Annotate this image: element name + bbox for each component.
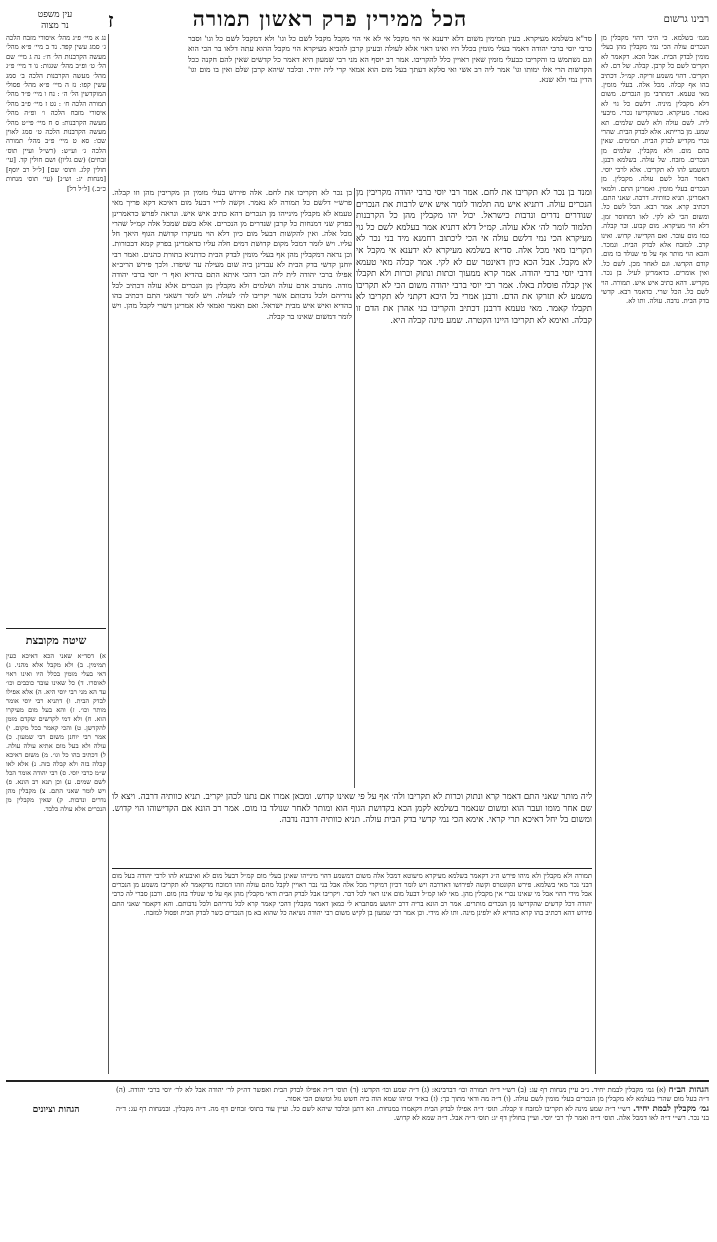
header-rabbeinu-gershom: רבינו גרשום bbox=[663, 14, 709, 25]
gemara-tail-text: ליה מותר שאני התם דאמר קרא ונתוק וכרות לא תקריבו ולה׳ אף על פי שאינו קדוש. ומכאן אמרו אם נתנו לכהן יקריב. תניא כוותיה דרבה. ויצא לו שם אחר מומו ועבר הוא ומשום שנאמר בשלמא לקמן הכא בקדושת הגוף הוא ומותר לאחר שנולד בו מום. אמר רב הונא אם הקדישוהו הוי קדוש. ומשום בל יחל דאיכא תרי קראי. אימא הכי נמי קדשי בדק הבית עולה. תניא כוותיה דרבה נדבה. bbox=[112, 792, 592, 826]
shita-mekubetzet-column bbox=[6, 652, 106, 1070]
rashi-top-block bbox=[188, 34, 592, 184]
gemara-tail-block bbox=[112, 792, 592, 866]
refs-head: גמ׳ מקבלין לבמת יחיד. bbox=[632, 1103, 709, 1114]
column-divider bbox=[354, 188, 355, 788]
section-divider bbox=[112, 868, 592, 869]
rashi-text: מגמ׳ בשלמא. כי היכי דהוי מקבלין מן הנכרים עולה הכי נמי מקבלין מהן בעלי מומין לבדק הבית. אבל הכא. דקאמר לא תקריבו לשם כל קרבן. קבלה. של דם. לא תקריבו. דהוי משמע זריקה. קמ״ל. דכתיב בהו אף קבלה. מכל אלה. בעלי מומין. מאי טעמא. דמתרבי מן הנכרים. משום דלא מקבלין מיניה. דלשם כל גוי לא נאמר. מעיקרא. כשהקדישו נכרי. מיבעי ליה. לשם עולה ולא לשם שלמים. תא שמע. מן ברייתא. אלא לבדק הבית. שהרי נכרי מקדיש לבדק הבית. תמימים. שאין בהם מום. ולא מקבלין. שלמים מן הנכרים. מזבח. של עולה. בשלמא רבנן. דמשמע להו לא תקריבו. אלא לרבי יוסי. דאמר הכל לשם עולה. מקבלין. מן הנכרים בעלי מומין. ואמרינן התם. ולמאי דאמרינן. תניא כוותיה. דרבה. שאני התם. דכתיב קרא. אמר רבא. הכל לשם כל. ומשום הכי לא לקי. לאו דמחוסר זמן. דלא הוי מעיקרא. מום קבוע. ובר קבלה. כמו מום עובר. ואם הקדישו. קדוש. ואינו קרב. למזבח אלא לבדק הבית. ונמכר. והכא הוי מותר אף על פי שנולד בו מום. קודם הקדשו. וגם לאחר מכן. לשם כל. ואין אומרים. כדאמרינן לעיל. בן נכר. מקדיש. דהא כתיב איש איש. תמורה. הוי לשם כל. הכל שרי. כדאמר רבא. קדשי בדק הבית. נדבה. עולה. ותו לא. bbox=[601, 34, 709, 306]
hagahot-habach-text: (א) גמ׳ מקבלין לבמת יחיד. נ״ב עיין מנחות דף עג: (ב) רש״י ד״ה תמורה וכו׳ דברבינא: (ג) ד״ה שמע וכו׳ הקדש: (ד) תוס׳ ד״ה אפילו לבדק הבית ואפשר דה״ק לר׳ יהודה אבל לא לר׳ יוסי ברבי יהודה. (ה) ד״ה בעל מום שהרי בעלמא לא מקבלין מן הנכרים בעלי מומין לשם עולה. (ו) ד״ה מה ודאי מתוך כך: (ז) בא״ד ומיהו שמא הוה ביה חשש גזל ומשום הכי אסור. bbox=[116, 1086, 709, 1104]
ein-mishpat-header bbox=[10, 10, 100, 32]
outer-left-divider bbox=[108, 34, 109, 1074]
tosafot-text: בן נכר לא תקריבו את לחם. אלה פירוש בעלי מומין הן מקריבין מהן וזו קבלה. פרש״י דלשם כל תמורה לא נאמר. וקשה לר״י דבעל מום דאיכא דקא פריך מאי טעמא לא מקבלין מינייהו מן הנכרים דהא כתיב איש איש. ונראה לפרש כדאמרינן בפרק שני דמנחות כל קרבן שנדרים מן הנכרים. אלא כשם שמכל אלה קמ״ל שהרי מכל אלה. ואין להקשות דבעל מום כיון דלא הוי מעיקרו קדושת הגוף היאך חל עליו. ויש לומר דמכל מקום קדושת דמים חלה עליו כדאמרינן בפרק קמא דבכורות. וכן נראה דמקבלין מהן אף בעלי מומין לבדק הבית כדתניא בתורת כהנים. ואמר רבי יוחנן קדשי בדק הבית לא עבדינן ביה שום מעילה עד שיפדו. ולכך פירש הריב״א אפילו ברבי יהודה לית ליה הכי דהכי איתא התם בהדיא ואף ר׳ יוסי ברבי יהודה מודה. מתנדב אדם עולה ושלמים ולא מקבלין מן הנכרים אלא עולה דכתיב לכל נדריהם ולכל נדבותם אשר יקריבו לה׳ לעולה. ויש לומר דשאני התם דכתיב בהו בהדיא ואיש איש מבית ישראל. ואם תאמר ואמאי לא אמרינן דשרי לקבל מהן. ויש לומר דמשום שאינו בר קבלה. bbox=[112, 188, 352, 321]
outer-right-divider bbox=[595, 34, 596, 1074]
ein-mishpat-text: נג א מיי׳ פ״ג מהל׳ איסורי מזבח הלכה ג׳ סמג עשין קפד. נד ב מיי׳ פ״א מהל׳ מעשה הקרבנות הל׳ ח׳: נה ג מיי׳ שם הל׳ ט׳ ופ״ב מהל׳ שגגות: נו ד מיי׳ פ״ג מהל׳ מעשה הקרבנות הלכה ב׳ סמג עשין קפו: נז ה מיי׳ פ״א מהל׳ פסולי המוקדשין הל׳ ה׳ : נח ו מיי׳ פ״ד מהל׳ תמורה הלכה ח׳ : נט ז מיי׳ פ״ב מהל׳ איסורי מזבח הלכה ו׳ ופ״ה מהל׳ מעשה הקרבנות: ס ח מיי׳ פי״ט מהל׳ מעשה הקרבנות הלכה ט׳ סמג לאוין שכו: סא ט מיי׳ פ״ב מהל׳ תמורה הלכה ג׳ וע״ש: (רש״ל ועיין תוס׳ זבחים) (שם גליון) ושם חולין קד. [עי׳ חולין קלג. ותוס׳ שם] [ל״ל רב יוסף] [מנחות יג: וש״נ] (עי׳ תוס׳ מנחות כ״ב.) [ל״ל דל] bbox=[6, 34, 106, 193]
gemara-text: ומנד בן נכר לא תקריבו את לחם. אמר רבי יוסי ברבי יהודה מקריבין מן הנכרים עולה. דתניא איש מה תלמוד לומר איש איש לרבות את הנכרים שנודרים נדרים ונדבות כישראל. יכול יהו מקבלין מהן כל הקרבנות תלמוד לומר לה׳ אלא עולה. קמ״ל דלא דתניא אמר בעלמא לשם כל גוי מעיקרא הכי נמי דלשם עולה אי הכי ליכתוב רחמנא מיד בני נכר לא תקריבו מאי מכל אלה. סד״א בשלמא מעיקרא לא ידענא אי מקבל אי לא מקבל. אבל הכא כיון דאינטר שם לא לקי. אמר קבלה מאי טעמא דרבי יוסי ברבי יהודה. אמר קרא ממעוך וכתות ונתוק וכרות ולא תקבלו אין קבלה פוסלת באלו. אמר רבי יוסי ברבי יהודה משום הכי לא תקריבו משמע לא תזרקו את הדם. ורבנן אמרי כל היכא דקתני לא תקריבו לא תקבלו קאמר. מאי טעמא דרבנן דכתיב והקריבו בני אהרן את הדם זו קבלה. ואימא לא תקריבו היינו הקטרה. שמע מינה קבלה היא. bbox=[356, 188, 592, 326]
refs-text: רש״י ד״ה שמע מינה לא תקריבו למזבח זו קבלה. תוס׳ ד״ה אפילו לבדק הבית דקאמרו במנחות. הא דתנן ובלבד שיהא לשם כל. ועיין עוד בתוס׳ זבחים דף מה. ד״ה מקבלין. ובמנחות דף עג: ד״ה בני נכר. רש״י ד״ה לאו דמכל אלה. תוס׳ ד״ה ואמר לך רבי יוסי. ועיין בחולין דף יג: תוס׳ ד״ה אבל. ד״ה שמא לא קדוש. bbox=[116, 1104, 709, 1123]
shita-mekubetzet-title: שיטה מקובצת bbox=[25, 634, 87, 647]
shita-mekubetzet-text: א) דסד״א שאני הכא דאיכא כעין תמימין. ב) ולא מקבל אלא מהני. ג) דאי בעלי מומין בכלל היו ואינו ראוי לאוסרו. ד) כל שאינו עובד כוכבים וכו׳ עד הא מני רבי יוסי היא. ה) אלא אפילו לבדק הבית. ו) דתניא רבי יוסי אומר מותר וכו׳. ז) והא בעל מום מעיקרו הוא. ח) ולא דמי לקדשים שקדם מומן להקדשן. ט) והכי קאמר בכל מקום. י) אמר רבי יוחנן משום רבי שמעון. כ) עולה ולא בעל מום אתיא עולה עולה. ל) דכתיב בהו כל וגו׳. מ) משום דאיכא קבלה בזה ולא קבלה בזה. נ) אלא לאו ש״מ כרבי יוסי. ס) רבי יהודה אומר הכל לשם שמים. ע) וכן תנא רב הונא. פ) ויש לומר שאני התם. צ) מקבלין מהן נדרים ונדבות. ק) שאין מקבלין מן הנכרים אלא עולה בלבד. bbox=[6, 652, 106, 813]
hagahot-label: הגהות וציונים bbox=[32, 1105, 80, 1115]
tosafot-commentary bbox=[112, 188, 352, 788]
hagahot-main bbox=[116, 1086, 709, 1124]
ein-mishpat-divider bbox=[6, 628, 106, 629]
hagahot-habach-head: הגהות הב״ח bbox=[668, 1085, 709, 1095]
ein-mishpat-column bbox=[6, 34, 106, 624]
rashi-top-text: סד"א בשלמא מעיקרא. כעין תמימין משום דלא ידענא אי הוי מקבל אי לא אי הוי מקבל מקבל לשם כל וגו' ולא דמקבל לשם כל וגו' וסבר כרבי יוסי ברבי יהודה דאמר בעלי מומין בכלל היו ואינו ראוי אלא לעולה ובעינן קרבן להביא מעיקרא הוי מקבל ההוא עתה דלאו בר הכי הוא וגם נשתמש בו והקריבו כבעלי מומין שאין ראויין כלל להקריבו. אמר רב יוסף הא מני רבי שמעון היא דאמר כל קדשים שאין להם חקנה ככל הקדשות הרי אלו ימותו וגו' אמר ליה רב אשי ואי סלקא דעתך בעל מום הוא אמאי קרי ליה יחיד. ובלבד שיהא קרבן שלם ואין בו מום וגו' הדין נמי ולא שנא. bbox=[188, 34, 592, 85]
page-title: הכל ממירין פרק ראשון תמורה bbox=[192, 6, 468, 31]
gemara-text-column bbox=[356, 188, 592, 788]
bottom-commentary-text: תמורה ולא מקבלין ולא מיהו פירש ה״ג דקאמר בשלמא מעיקרא מיעוטא דמכל אלה משום דמשמע דהוי מינייהו שאינן בעלי מום קמ״ל דבעל מום לא ואיבעיא להו לרבי יהודה בעל מום דבני נכר מאי בשלמא. פירש הקונטרס וקשה לפירושו דאדרבה ויש לומר דכיון דמיקרי מכל אלה אבל בני נכר ראויין לקבל מהם עולה וזהו דמוכח מדקאמר לא תקריבו משמע מן הנכרים אבל מידי דהוי אבל מי שאינו נכרי אין מקבלין מהן. מאי לאו קמ״ל דבעל מום אינו ראוי לכל דבר. ויקריבו אבל לבדק הבית ודאי מקבלין מהן אף על פי שנולד בהן מום. ורבנן סברי לה כרבי יהודה דכל קדשים שהקדישו מן הנכרים מותרים. אמר רב הונא בריה דרב יהושע מסתברא לי כמאן דאמר מקבלין דהכי קאמר קרא לכל נדריהם ולכל נדבותם. והא דקאמר שאני התם פירוש דהא דכתיב בהו קרא בהדיא לא ילפינן מינה. ותו לא מידי. וכן אמר רבי שמעון בן לקיש משום רבי יהודה נשיאה כל שהוא בא מן הנכרים כשר לבדק הבית ופסול למזבח. bbox=[112, 872, 592, 917]
ein-mishpat-header-line1: עין משפט bbox=[37, 10, 73, 20]
bottom-commentary-block bbox=[112, 872, 592, 1062]
bottom-glosses-band bbox=[6, 1080, 709, 1232]
daf-number: ז bbox=[108, 8, 114, 32]
ein-mishpat-header-line2: נר מצוה bbox=[41, 21, 69, 31]
rashi-commentary bbox=[601, 34, 709, 1074]
